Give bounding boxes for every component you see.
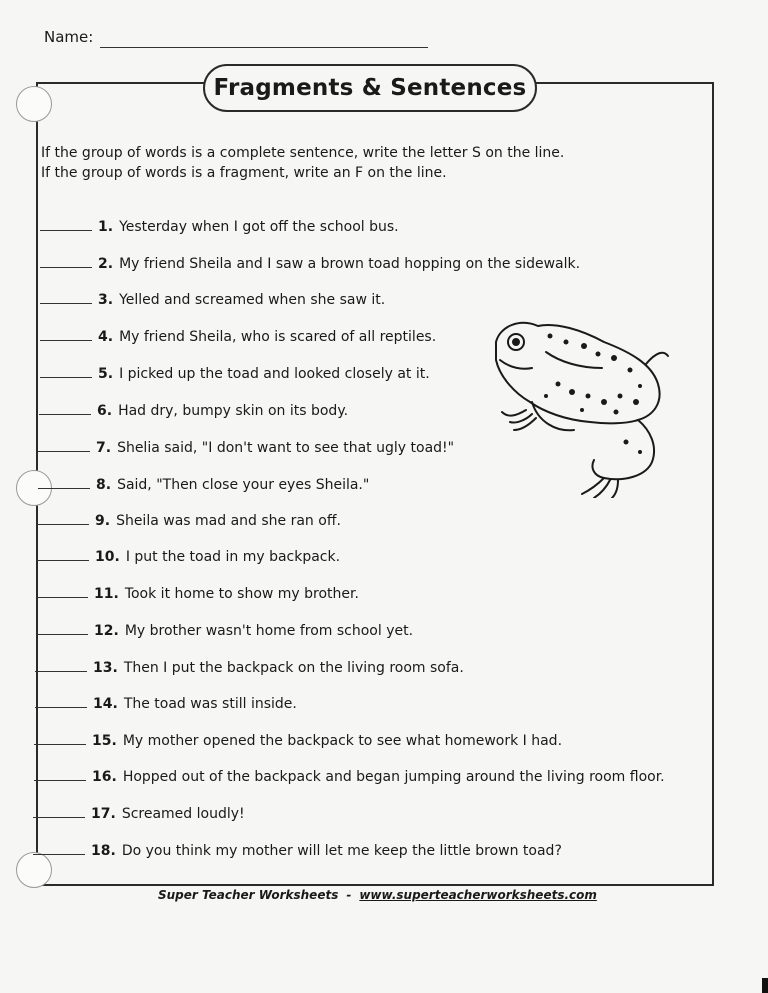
instructions: [41, 143, 564, 183]
item-text: I put the toad in my backpack.: [125, 549, 341, 565]
item-text: Then I put the backpack on the living room sofa.: [123, 660, 464, 676]
answer-line[interactable]: [35, 661, 87, 672]
item-text: Do you think my mother will let me keep the little brown toad?: [121, 843, 562, 859]
item-text: Yelled and screamed when she saw it.: [119, 292, 386, 308]
item-number: 1.: [98, 219, 114, 235]
item-text: Had dry, bumpy skin on its body.: [118, 403, 349, 419]
answer-line[interactable]: [36, 624, 88, 635]
list-item: [40, 366, 430, 382]
item-number: 3.: [98, 292, 114, 308]
list-item: [38, 440, 454, 456]
item-number: 13.: [93, 660, 118, 676]
worksheet-title: Fragments & Sentences: [203, 64, 537, 112]
answer-line[interactable]: [35, 697, 87, 708]
answer-line[interactable]: [33, 844, 85, 855]
item-text: I picked up the toad and looked closely at it.: [119, 366, 430, 382]
item-text: Shelia said, "I don't want to see that ugly toad!": [117, 440, 455, 456]
item-text: My brother wasn't home from school yet.: [124, 623, 414, 639]
item-number: 14.: [93, 696, 118, 712]
item-number: 5.: [98, 366, 114, 382]
list-item: [34, 733, 562, 749]
list-item: [33, 843, 562, 859]
toad-icon: [486, 312, 670, 498]
answer-line[interactable]: [33, 807, 85, 818]
answer-line[interactable]: [37, 514, 89, 525]
item-text: Sheila was mad and she ran off.: [116, 513, 341, 529]
list-item: [37, 513, 341, 529]
list-item: [36, 623, 413, 639]
footer: [158, 888, 597, 902]
answer-line[interactable]: [40, 330, 92, 341]
answer-line[interactable]: [34, 770, 86, 781]
item-text: Took it home to show my brother.: [124, 586, 359, 602]
answer-line[interactable]: [40, 367, 92, 378]
item-text: My friend Sheila and I saw a brown toad hopping on the sidewalk.: [119, 256, 581, 272]
scan-edge-mark: [762, 978, 768, 993]
item-number: 17.: [91, 806, 116, 822]
list-item: [39, 403, 348, 419]
item-number: 12.: [94, 623, 119, 639]
item-number: 15.: [92, 733, 117, 749]
answer-line[interactable]: [40, 257, 92, 268]
item-number: 6.: [97, 403, 113, 419]
answer-line[interactable]: [39, 404, 91, 415]
list-item: [36, 586, 359, 602]
list-item: [40, 329, 436, 345]
answer-line[interactable]: [36, 587, 88, 598]
list-item: [40, 219, 399, 235]
footer-url-link[interactable]: www.superteacherworksheets.com: [359, 888, 597, 902]
item-text: Said, "Then close your eyes Sheila.": [117, 477, 370, 493]
list-item: [40, 292, 385, 308]
item-number: 8.: [96, 477, 112, 493]
item-text: Hopped out of the backpack and began jumping around the living room floor.: [122, 769, 665, 785]
list-item: [37, 549, 340, 565]
answer-line[interactable]: [34, 734, 86, 745]
binder-hole-top: [16, 86, 52, 122]
answer-line[interactable]: [38, 478, 90, 489]
answer-line[interactable]: [38, 441, 90, 452]
item-number: 16.: [92, 769, 117, 785]
list-item: [35, 696, 297, 712]
name-line[interactable]: [100, 47, 428, 48]
name-label: Name:: [44, 28, 94, 46]
item-number: 7.: [96, 440, 112, 456]
item-number: 18.: [91, 843, 116, 859]
footer-separator: -: [346, 888, 352, 902]
list-item: [35, 660, 464, 676]
footer-brand: Super Teacher Worksheets: [158, 888, 339, 902]
item-text: Yesterday when I got off the school bus.: [119, 219, 399, 235]
item-text: Screamed loudly!: [121, 806, 245, 822]
list-item: [33, 806, 245, 822]
instruction-line: If the group of words is a fragment, write an F on the line.: [41, 165, 447, 181]
item-number: 2.: [98, 256, 114, 272]
answer-line[interactable]: [40, 293, 92, 304]
item-text: My mother opened the backpack to see what homework I had.: [122, 733, 563, 749]
list-item: [40, 256, 580, 272]
list-item: [38, 477, 369, 493]
answer-line[interactable]: [37, 550, 89, 561]
answer-line[interactable]: [40, 220, 92, 231]
item-text: The toad was still inside.: [123, 696, 297, 712]
item-text: My friend Sheila, who is scared of all reptiles.: [119, 329, 437, 345]
item-number: 9.: [95, 513, 111, 529]
instruction-line: If the group of words is a complete sentence, write the letter S on the line.: [41, 145, 565, 161]
item-number: 10.: [95, 549, 120, 565]
list-item: [34, 769, 665, 785]
item-number: 11.: [94, 586, 119, 602]
item-number: 4.: [98, 329, 114, 345]
